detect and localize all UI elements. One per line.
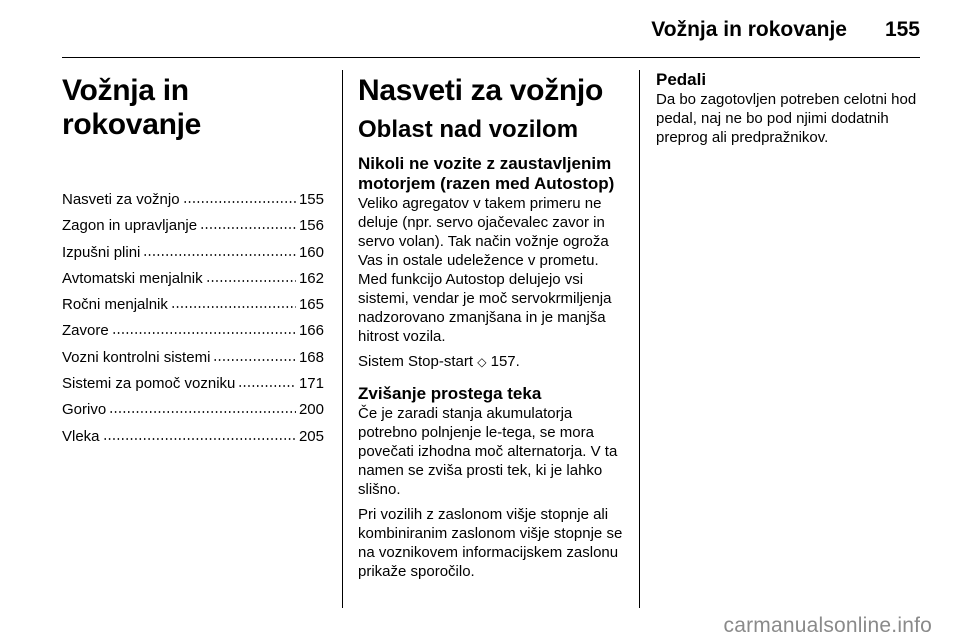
cross-reference-page: 157. — [490, 353, 520, 370]
toc-entry[interactable] — [62, 214, 324, 240]
toc-leader-dots — [213, 346, 296, 362]
toc-leader-dots — [171, 293, 296, 309]
toc-entry-label: Gorivo — [62, 401, 107, 419]
toc-entry-page: 205 — [298, 427, 324, 445]
toc-entry[interactable] — [62, 346, 324, 372]
toc-entry-label: Vleka — [62, 427, 100, 445]
toc-entry-page: 166 — [298, 322, 324, 340]
paragraph-idle-speed-2: Pri vozilih z zaslonom višje stopnje ali kombiniranim zaslonom višje stopnje se na voznikovem informacijskem zaslonu prikaže sporočilo. — [358, 506, 623, 580]
watermark: carmanualsonline.info — [723, 614, 932, 637]
cross-reference[interactable] — [358, 352, 624, 372]
toc-leader-dots — [206, 267, 296, 283]
toc-entry[interactable] — [62, 398, 324, 424]
running-header-title: Vožnja in rokovanje — [651, 18, 847, 41]
paragraph-pedals: Da bo zagotovljen potreben celotni hod pedal, naj ne bo pod njimi dodatnih preprog ali predpražnikov. — [656, 91, 917, 146]
column-divider-1 — [342, 70, 343, 608]
paragraph-engine-off: Veliko agregatov v takem primeru ne deluje (npr. servo ojačevalec zavor in servo volan). Tak način vožnje ogroža Vas in ostale udeležence v prometu. Med funkcijo Autostop delujejo vsi sistemi, vendar je moč servokrmiljenja nadzorovano zmanjšana in je manjša hitrost vozila. — [358, 195, 612, 345]
toc-leader-dots — [109, 398, 296, 414]
subsection-title: Oblast nad vozilom — [358, 116, 579, 143]
page-number: 155 — [884, 18, 920, 41]
toc-entry-page: 156 — [298, 217, 324, 235]
middle-column — [358, 70, 624, 587]
toc-entry[interactable] — [62, 188, 324, 214]
toc-entry-label: Vozni kontrolni sistemi — [62, 348, 211, 366]
toc-entry-label: Avtomatski menjalnik — [62, 269, 203, 287]
topic-heading-pedals: Pedali — [656, 70, 707, 89]
toc-entry-label: Zavore — [62, 322, 109, 340]
header-rule — [62, 57, 920, 58]
toc-entry-page: 165 — [298, 296, 324, 314]
toc-leader-dots — [103, 425, 296, 441]
toc-entry[interactable] — [62, 267, 324, 293]
toc-entry-label: Izpušni plini — [62, 243, 141, 261]
toc-leader-dots — [200, 214, 296, 230]
toc-entry-label: Sistemi za pomoč vozniku — [62, 375, 236, 393]
toc-entry-page: 160 — [298, 243, 324, 261]
left-column — [62, 70, 324, 451]
paragraph-idle-speed-1: Če je zaradi stanja akumulatorja potrebno polnjenje le-tega, se mora povečati izhodna moč alternatorja. V ta namen se zviša prosti tek, ki je lahko slišno. — [358, 405, 618, 498]
toc-entry[interactable] — [62, 319, 324, 345]
toc-leader-dots — [143, 241, 296, 257]
chapter-title: Vožnja in rokovanje — [62, 74, 202, 141]
section-title: Nasveti za vožnjo — [358, 74, 603, 107]
toc-entry-page: 162 — [298, 269, 324, 287]
cross-reference-text: Sistem Stop-start — [358, 353, 474, 370]
table-of-contents — [62, 188, 324, 451]
toc-leader-dots — [183, 188, 296, 204]
toc-entry-page: 200 — [298, 401, 324, 419]
toc-leader-dots — [238, 372, 296, 388]
topic-heading-engine-off: Nikoli ne vozite z zaustavljenim motorjem (razen med Autostop) — [358, 154, 615, 193]
toc-entry-page: 155 — [298, 191, 324, 208]
toc-entry-label: Ročni menjalnik — [62, 296, 168, 314]
running-header — [651, 18, 920, 42]
column-divider-2 — [639, 70, 640, 608]
toc-entry-label: Nasveti za vožnjo — [62, 191, 180, 208]
toc-entry[interactable] — [62, 293, 324, 319]
cross-reference-icon: ◇ — [477, 355, 487, 369]
topic-heading-idle-speed: Zvišanje prostega teka — [358, 384, 542, 403]
toc-entry-label: Zagon in upravljanje — [62, 217, 198, 235]
toc-entry[interactable] — [62, 425, 324, 451]
toc-entry-page: 171 — [298, 375, 324, 393]
right-column — [656, 70, 922, 153]
toc-entry[interactable] — [62, 372, 324, 398]
toc-entry-page: 168 — [298, 348, 324, 366]
toc-leader-dots — [112, 319, 296, 335]
toc-entry[interactable] — [62, 241, 324, 267]
